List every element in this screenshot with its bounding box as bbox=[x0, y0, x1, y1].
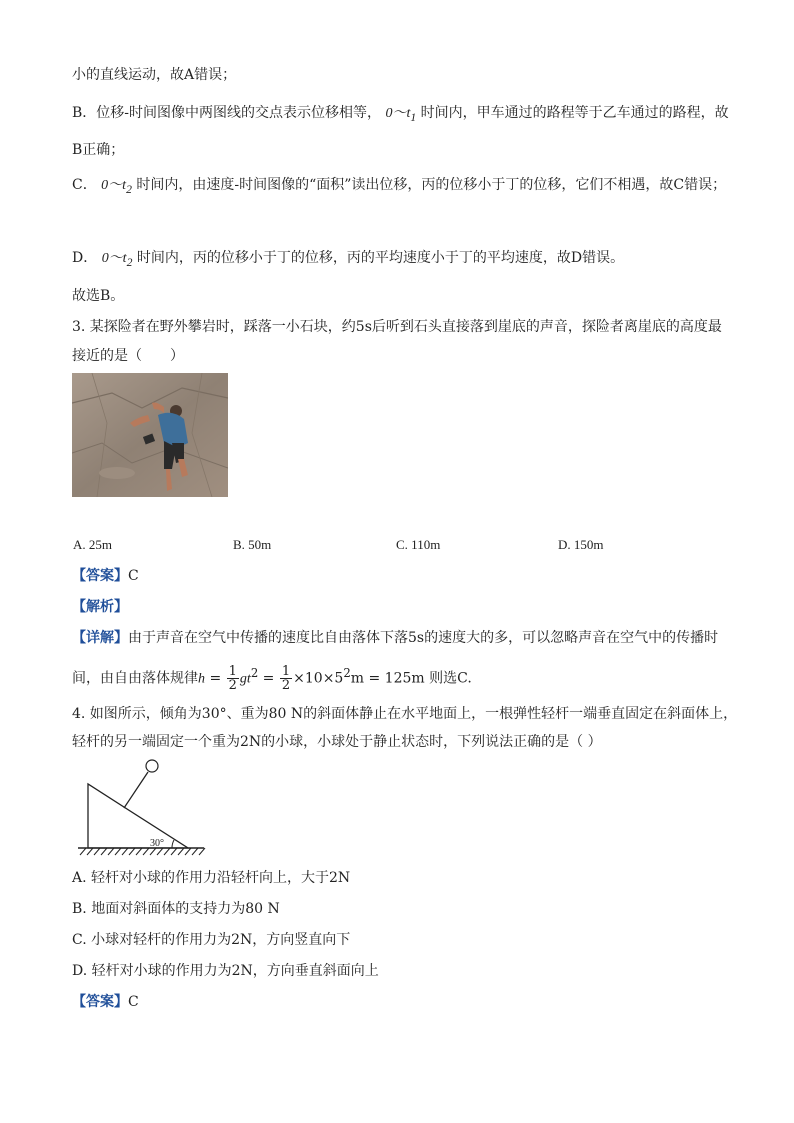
formula-unit: m = 125m bbox=[350, 670, 425, 687]
formula-eq: = bbox=[205, 670, 226, 687]
option-a: A. 轻杆对小球的作用力沿轻杆向上，大于2N bbox=[72, 870, 351, 886]
text-line: 小的直线运动，故A错误； bbox=[72, 67, 237, 83]
fraction-half bbox=[280, 665, 292, 692]
question-3-stem: 接近的是（ ） bbox=[72, 348, 184, 364]
option-c: C. 110m bbox=[396, 537, 441, 552]
text-line: B正确； bbox=[72, 142, 125, 158]
math-interval bbox=[101, 251, 133, 269]
question-3-stem: 3. 某探险者在野外攀岩时，踩落一小石块，约5s后听到石头直接落到崖底的声音，探险者离崖底的高度最 bbox=[72, 319, 722, 335]
option-d: D. 轻杆对小球的作用力为2N，方向垂直斜面向上 bbox=[72, 963, 379, 979]
text-span: 时间内，甲车通过的路程等于乙车通过的路程，故 bbox=[420, 105, 729, 121]
detail-text: 间，由自由落体规律 bbox=[72, 670, 198, 687]
question-4-stem: 轻杆的另一端固定一个重为2N的小球，小球处于静止状态时，下列说法正确的是（ ） bbox=[72, 734, 602, 750]
math-subscript: 2 bbox=[126, 255, 133, 269]
text-line bbox=[72, 249, 624, 272]
analysis-tag: 【解析】 bbox=[72, 599, 128, 615]
fraction-half bbox=[227, 665, 239, 692]
math-text: 0～t bbox=[101, 178, 127, 193]
formula-sup: 2 bbox=[343, 666, 351, 680]
formula-h: h bbox=[198, 671, 205, 687]
detail-line bbox=[72, 629, 718, 647]
small-ball bbox=[146, 760, 158, 772]
math-subscript: 1 bbox=[410, 110, 417, 124]
math-text: 0～t bbox=[385, 106, 411, 121]
answer-tag: 【答案】 bbox=[72, 568, 128, 584]
detail-formula-line bbox=[72, 659, 472, 694]
math-text: 0～t bbox=[101, 251, 127, 266]
angle-label: 30° bbox=[150, 838, 164, 849]
question-4-stem: 4. 如图所示，倾角为30°、重为80 N的斜面体静止在水平地面上，一根弹性轻杆一端垂直固定在斜面体上， bbox=[72, 706, 738, 722]
text-line bbox=[72, 104, 729, 127]
answer-line bbox=[72, 567, 139, 585]
formula-gt: gt bbox=[239, 671, 251, 687]
detail-text: 则选C. bbox=[424, 670, 472, 687]
text-span: D． bbox=[72, 250, 98, 266]
option-b: B. 50m bbox=[233, 537, 272, 552]
detail-tag: 【详解】 bbox=[72, 630, 128, 646]
text-line: 故选B。 bbox=[72, 288, 125, 304]
fraction-denominator: 2 bbox=[281, 678, 291, 694]
text-span: 时间内，由速度-时间图像的“面积”读出位移，丙的位移小于丁的位移，它们不相遇，故C错误； bbox=[136, 177, 727, 193]
formula-tail: ×10×5 bbox=[293, 670, 344, 687]
answer-tag: 【答案】 bbox=[72, 994, 128, 1010]
incline-diagram bbox=[74, 756, 208, 856]
text-line bbox=[72, 176, 726, 199]
fraction-numerator: 1 bbox=[281, 664, 291, 680]
math-subscript: 2 bbox=[126, 182, 132, 196]
formula-eq: = bbox=[258, 670, 279, 687]
answer-line bbox=[72, 993, 139, 1011]
ground-hatching bbox=[80, 848, 205, 855]
option-c: C. 小球对轻杆的作用力为2N，方向竖直向下 bbox=[72, 932, 351, 948]
detail-text: 由于声音在空气中传播的速度比自由落体下落5s的速度大的多，可以忽略声音在空气中的传播时 bbox=[128, 630, 719, 646]
text-span: C． bbox=[72, 177, 97, 193]
fraction-numerator: 1 bbox=[228, 664, 237, 680]
text-span: B．位移-时间图像中两图线的交点表示位移相等， bbox=[72, 105, 382, 121]
answer-value: C bbox=[128, 994, 139, 1010]
option-b: B. 地面对斜面体的支持力为80 N bbox=[72, 901, 280, 917]
analysis-line bbox=[72, 598, 128, 616]
option-d: D. 150m bbox=[558, 537, 604, 552]
option-a: A. 25m bbox=[73, 537, 112, 552]
text-span: 时间内，丙的位移小于丁的位移，丙的平均速度小于丁的平均速度，故D错误。 bbox=[136, 250, 625, 266]
rock-climber-photo bbox=[72, 373, 228, 497]
math-interval bbox=[385, 106, 417, 124]
formula-sup: 2 bbox=[250, 666, 259, 680]
fraction-denominator: 2 bbox=[228, 678, 237, 694]
math-interval bbox=[101, 178, 132, 196]
light-rod bbox=[124, 772, 148, 808]
incline-block bbox=[88, 784, 188, 848]
angle-arc bbox=[172, 840, 174, 848]
answer-value: C bbox=[128, 568, 139, 584]
